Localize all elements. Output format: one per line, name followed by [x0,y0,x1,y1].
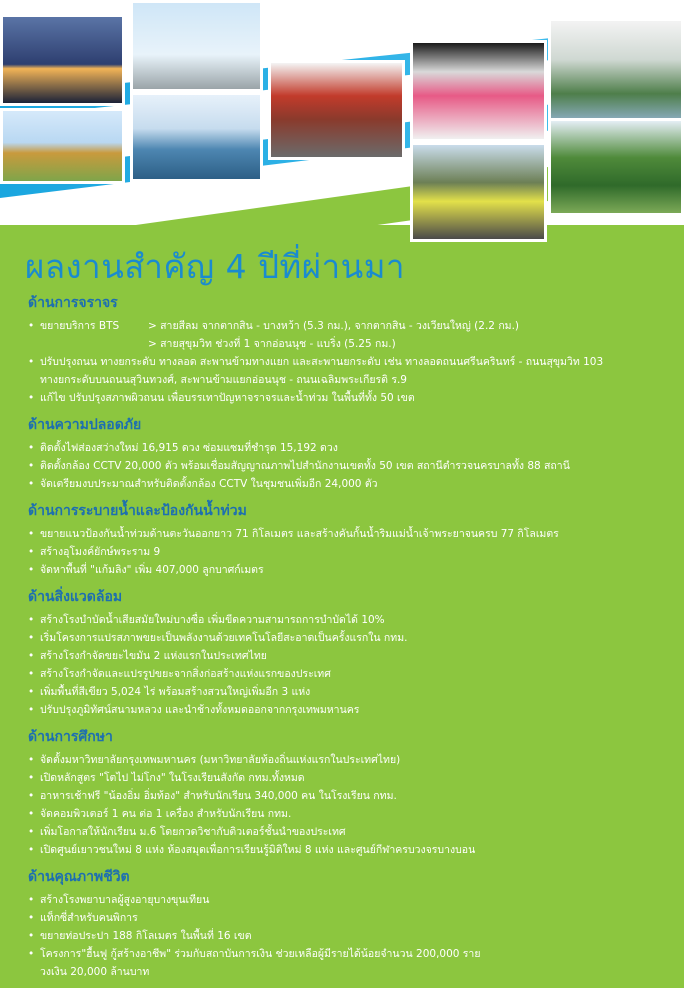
item-text: สร้างโรงกำจัดขยะไขมัน 2 แห่งแรกในประเทศไทย [40,650,267,662]
item-text: เปิดศูนย์เยาวชนใหม่ 8 แห่ง ห้องสมุดเพื่อการเรียนรู้มิติใหม่ 8 แห่ง และศูนย์กีฬาครบวงจรบางบอน [40,844,476,856]
bullet-icon: • [28,650,35,662]
item-text: ทางยกระดับบนถนนสุวินทวงศ์, สะพานข้ามแยกอ่อนนุช - ถนนเฉลิมพระเกียรติ ร.9 [40,374,407,386]
list-item [26,665,666,683]
item-text: สร้างโรงบำบัดน้ำเสียสมัยใหม่บางซื่อ เพิ่มขีดความสามารถการบำบัดได้ 10% [40,614,385,626]
item-text: ขยายแนวป้องกันน้ำท่วมด้านตะวันออกยาว 71 กิโลเมตร และสร้างคันกั้นน้ำริมแม่น้ำเจ้าพระยาจนครบ 77 กิโลเมตร [40,528,559,540]
item-text: เปิดหลักสูตร "โตไป ไม่โกง" ในโรงเรียนสังกัด กทม.ทั้งหมด [40,772,305,784]
bts-sukhumvit-line: > สายสุขุมวิท ช่วงที่ 1 จากอ่อนนุช - แบริ่ง (5.25 กม.) [148,338,396,350]
item-text: จัดคอมพิวเตอร์ 1 คน ต่อ 1 เครื่อง สำหรับนักเรียน กทม. [40,808,292,820]
officials-garden-photo [548,18,684,121]
list-item [26,317,666,353]
river-boat-photo [130,92,263,182]
list-item [26,891,666,909]
section-heading: ด้านสิ่งแวดล้อม [28,589,123,605]
traffic-section [26,292,666,407]
bullet-icon: • [28,790,35,802]
quality-of-life-section [26,866,666,981]
bullet-icon: • [28,356,35,368]
list-item [26,457,666,475]
item-text: จัดเตรียมงบประมาณสำหรับติดตั้งกล้อง CCTV ในชุมชนเพิ่มอีก 24,000 ตัว [40,478,378,490]
item-text: เพิ่มพื้นที่สีเขียว 5,024 ไร่ พร้อมสร้างสวนใหญ่เพิ่มอีก 3 แห่ง [40,686,311,698]
list-item [26,701,666,719]
list-item [26,439,666,457]
item-text: จัดหาพื้นที่ "แก้มลิง" เพิ่ม 407,000 ลูกบาศก์เมตร [40,564,264,576]
drainage-section [26,500,666,579]
bullet-icon: • [28,772,35,784]
item-text: ปรับปรุงถนน ทางยกระดับ ทางลอด สะพานข้ามทางแยก และสะพานยกระดับ เช่น ทางลอดถนนศรีนครินทร์ - ถนนสุขุมวิท 103 [40,356,604,368]
item-text: ติดตั้งกล้อง CCTV 20,000 ตัว พร้อมเชื่อมสัญญาณภาพไปสำนักงานเขตทั้ง 50 เขต สถานีตำรวจนครบาลทั้ง 88 สถานี [40,460,570,472]
item-text: วงเงิน 20,000 ล้านบาท [40,966,150,978]
bullet-icon: • [28,686,35,698]
item-text: แท็กซี่สำหรับคนพิการ [40,912,138,924]
photo-collage-header [0,0,684,225]
bullet-icon: • [28,704,35,716]
item-text: ขยายท่อประปา 188 กิโลเมตร ในพื้นที่ 16 เขต [40,930,252,942]
section-heading: ด้านการจราจร [28,295,118,311]
list-item [26,629,666,647]
bullet-icon: • [28,564,35,576]
bullet-icon: • [28,442,35,454]
city-night-photo [0,14,125,106]
bullet-icon: • [28,460,35,472]
bullet-icon: • [28,826,35,838]
page-title: ผลงานสำคัญ 4 ปีที่ผ่านมา [25,247,406,286]
schoolchildren-photo [410,40,547,142]
list-item [26,543,666,561]
list-item [26,751,666,769]
bullet-icon: • [28,894,35,906]
list-item-continuation [26,963,666,981]
item-text: โครงการ"ฮื้นฟู กู้สร้างอาชีพ" ร่วมกับสถาบันการเงิน ช่วยเหลือผู้มีรายได้น้อยจำนวน 200,000 ราย [40,948,481,960]
list-item [26,909,666,927]
park-tree-photo [548,118,684,216]
list-item [26,611,666,629]
bullet-icon: • [28,614,35,626]
chinatown-photo [268,60,405,160]
safety-section [26,414,666,493]
section-heading: ด้านคุณภาพชีวิต [28,869,130,885]
bullet-icon: • [28,546,35,558]
list-item [26,945,666,963]
bts-label: ขยายบริการ BTS [40,320,120,332]
bullet-icon: • [28,528,35,540]
item-text: แก้ไข ปรับปรุงสภาพผิวถนน เพื่อบรรเทาปัญหาจราจรและน้ำท่วม ในพื้นที่ทั้ง 50 เขต [40,392,415,404]
list-item [26,353,666,371]
list-item [26,805,666,823]
achievements-list [26,292,666,988]
environment-section [26,586,666,719]
bullet-icon: • [28,392,35,404]
governor-yellow-jacket-photo [410,142,547,242]
list-item [26,787,666,805]
bts-silom-line: > สายสีลม จากตากสิน - บางหว้า (5.3 กม.), จากตากสิน - วงเวียนใหญ่ (2.2 กม.) [148,320,520,332]
item-text: ติดตั้งไฟส่องสว่างใหม่ 16,915 ดวง ซ่อมแซมที่ชำรุด 15,192 ดวง [40,442,338,454]
section-heading: ด้านความปลอดภัย [28,417,142,433]
list-item [26,841,666,859]
list-item [26,525,666,543]
bullet-icon: • [28,930,35,942]
bullet-icon: • [28,912,35,924]
bullet-icon: • [28,478,35,490]
list-item [26,389,666,407]
section-heading: ด้านการศึกษา [28,729,113,745]
bullet-icon: • [28,320,35,332]
item-text: อาหารเช้าฟรี "น้องอิ่ม อิ่มท้อง" สำหรับนักเรียน 340,000 คน ในโรงเรียน กทม. [40,790,397,802]
item-text: จัดตั้งมหาวิทยาลัยกรุงเทพมหานคร (มหาวิทยาลัยท้องถิ่นแห่งแรกในประเทศไทย) [40,754,401,766]
temple-photo [0,108,125,184]
item-text: สร้างโรงกำจัดและแปรรูปขยะจากสิ่งก่อสร้างแห่งแรกของประเทศ [40,668,331,680]
item-text: ปรับปรุงภูมิทัศน์สนามหลวง และนำช้างทั้งหมดออกจากกรุงเทพมหานคร [40,704,360,716]
item-text: สร้างอุโมงค์ยักษ์พระราม 9 [40,546,161,558]
list-item [26,823,666,841]
list-item [26,647,666,665]
bullet-icon: • [28,948,35,960]
item-text: สร้างโรงพยาบาลผู้สูงอายุบางขุนเทียน [40,894,210,906]
item-text: เพิ่มโอกาสให้นักเรียน ม.6 โดยกวดวิชากับติวเตอร์ชั้นนำของประเทศ [40,826,346,838]
list-item [26,769,666,787]
education-section [26,726,666,859]
bullet-icon: • [28,754,35,766]
section-heading: ด้านการระบายน้ำและป้องกันน้ำท่วม [28,503,247,519]
skytrain-bridge-photo [130,0,263,92]
item-text: เริ่มโครงการแปรสภาพขยะเป็นพลังงานด้วยเทคโนโลยีสะอาดเป็นครั้งแรกใน กทม. [40,632,408,644]
list-item [26,683,666,701]
list-item-continuation [26,371,666,389]
bullet-icon: • [28,668,35,680]
bullet-icon: • [28,844,35,856]
bullet-icon: • [28,808,35,820]
bullet-icon: • [28,632,35,644]
list-item [26,475,666,493]
list-item [26,927,666,945]
list-item [26,561,666,579]
